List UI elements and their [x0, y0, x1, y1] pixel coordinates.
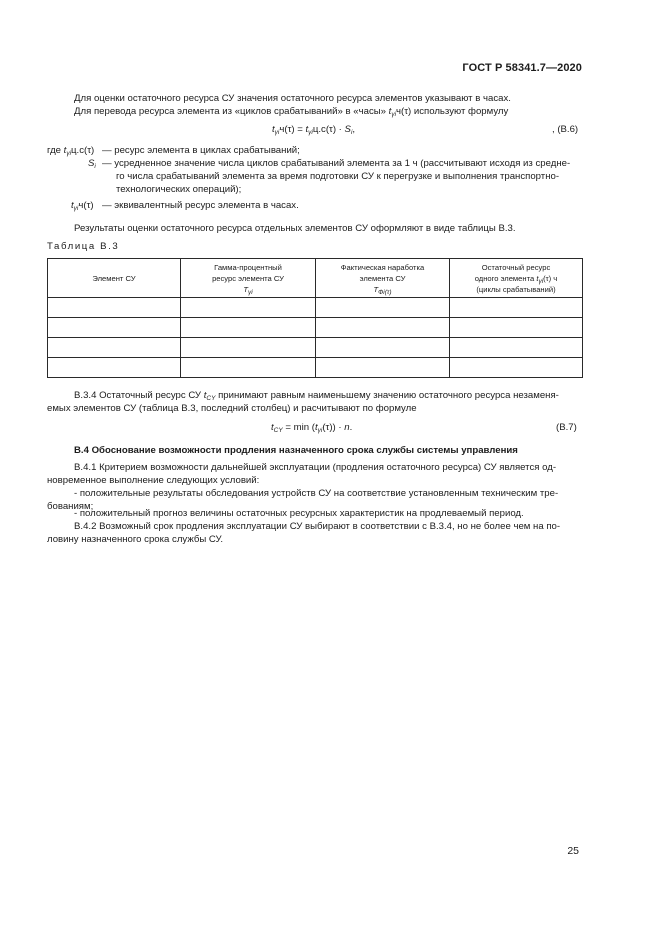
where-term: где $t_{\gamma i}ц.с(\tau)$: [47, 145, 95, 157]
where-definition: — ресурс элемента в циклах срабатываний;: [102, 145, 300, 156]
where-term: $S_i$: [88, 158, 96, 170]
table-header-cell: Остаточный ресурс одного элемента $t_{\gamma i}(\tau)$ ч (циклы срабатываний): [450, 259, 583, 298]
table-cell: [316, 338, 450, 358]
list-item: бованиям;: [47, 501, 94, 512]
formula-number: (В.7): [556, 422, 577, 433]
where-definition: — усредненное значение числа циклов срабатываний элемента за 1 ч (рассчитывают исходя из средне-: [102, 158, 571, 169]
paragraph-line: новременное выполнение следующих условий:: [47, 475, 260, 486]
paragraph-line: емых элементов СУ (таблица В.3, последний столбец) и расчитывают по формуле: [47, 403, 417, 414]
paragraph-line: Для перевода ресурса элемента из «циклов срабатываний» в «часы» $t_{\gamma i}ч(\tau)$ используют формулу: [74, 106, 509, 118]
document-id: ГОСТ Р 58341.7—2020: [462, 62, 582, 74]
table-cell: [450, 298, 583, 318]
table-cell: [48, 338, 181, 358]
table-caption: Таблица В.3: [47, 241, 120, 252]
table-cell: [450, 358, 583, 378]
table-cell: [181, 338, 316, 358]
paragraph-line: ловину назначенного срока службы СУ.: [47, 534, 224, 545]
table-cell: [450, 338, 583, 358]
table-cell: [316, 318, 450, 338]
section-heading: В.4 Обоснование возможности продления назначенного срока службы системы управления: [74, 445, 518, 456]
table-row: [48, 338, 583, 358]
where-definition: технологических операций);: [116, 184, 242, 195]
list-item: - положительный прогноз величины остаточных ресурсных характеристик на продлеваемый период.: [74, 508, 524, 519]
paragraph-line: В.4.2 Возможный срок продления эксплуатации СУ выбирают в соответствии с В.3.4, но не более чем на по-: [74, 521, 561, 532]
resource-table: [47, 258, 583, 378]
table-row: [48, 358, 583, 378]
table-cell: [316, 358, 450, 378]
table-cell: [48, 358, 181, 378]
table-cell: [316, 298, 450, 318]
list-item: - положительные результаты обследования устройств СУ на соответствие установленным техническим тре-: [74, 488, 559, 499]
table-cell: [181, 318, 316, 338]
where-definition: — эквивалентный ресурс элемента в часах.: [102, 200, 299, 211]
table-cell: [450, 318, 583, 338]
formula-b7: $t_{CY} = \min (t_{\gamma i}(\tau)) \cdot n$.: [271, 422, 353, 434]
table-row: [48, 298, 583, 318]
page-number: 25: [567, 845, 579, 857]
table-header-row: [48, 259, 583, 298]
table-cell: [181, 358, 316, 378]
paragraph-line: Результаты оценки остаточного ресурса отдельных элементов СУ оформляют в виде таблицы В.3.: [74, 223, 516, 234]
table-cell: [48, 298, 181, 318]
formula-number: , (В.6): [552, 124, 579, 135]
paragraph-line: В.4.1 Критерием возможности дальнейшей эксплуатации (продления остаточного ресурса) СУ является од-: [74, 462, 557, 473]
table-header-cell: Фактическая наработка элемента СУ $T_{Фi(\tau)}$: [316, 259, 450, 298]
table-header-cell: Элемент СУ: [48, 259, 181, 298]
table-row: [48, 318, 583, 338]
where-definition: го числа срабатываний элемента за время подготовки СУ к перегрузке и выполнения транспортно-: [116, 171, 560, 182]
table-cell: [48, 318, 181, 338]
where-term: $t_{\gamma i}ч(\tau)$: [71, 200, 94, 212]
paragraph-line: Для оценки остаточного ресурса СУ значения остаточного ресурса элементов указывают в часах.: [74, 93, 511, 104]
formula-b6: $t_{\gamma i}ч(\tau) = t_{\gamma i}ц.с(\tau) \cdot S_i$,: [272, 124, 356, 136]
paragraph-line: В.3.4 Остаточный ресурс СУ $t_{CY}$ принимают равным наименьшему значению остаточного ресурса незаменя-: [74, 390, 559, 402]
table-header-cell: Гамма-процентный ресурс элемента СУ $T_{\gamma i}$: [181, 259, 316, 298]
table-cell: [181, 298, 316, 318]
